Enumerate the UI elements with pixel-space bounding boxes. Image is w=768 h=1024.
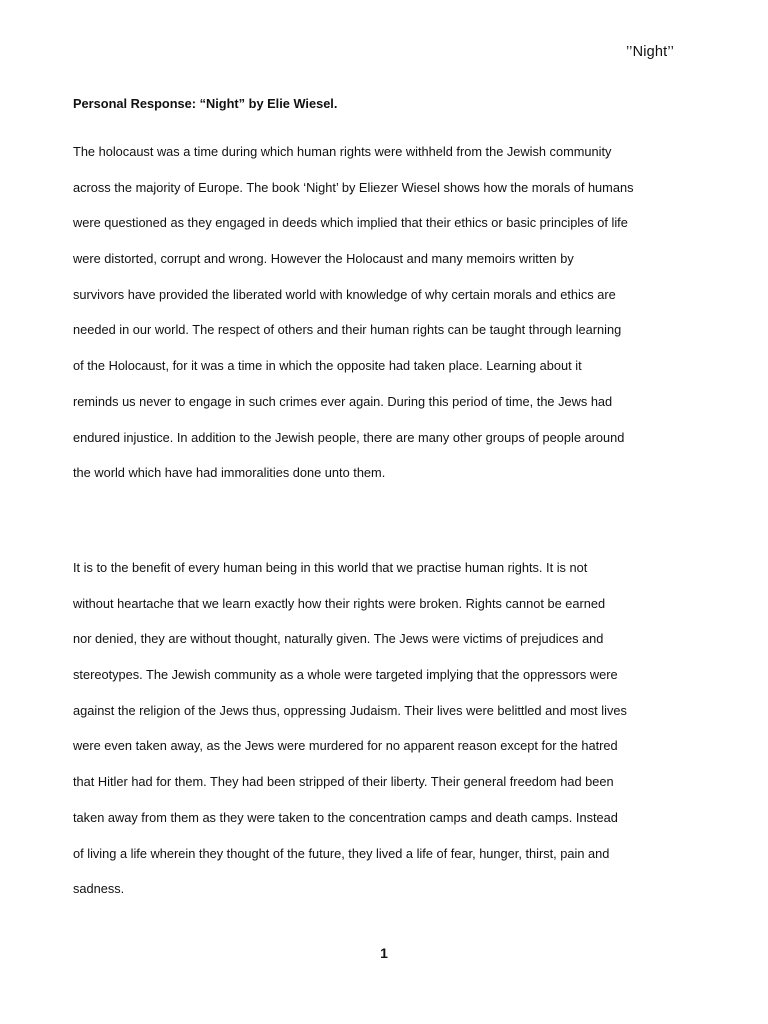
document-title: Personal Response: “Night” by Elie Wiesel. bbox=[73, 96, 338, 111]
paragraph-line: without heartache that we learn exactly how their rights were broken. Rights cannot be earned bbox=[73, 595, 606, 611]
paragraph-line: across the majority of Europe. The book ‘Night’ by Eliezer Wiesel shows how the morals of humans bbox=[73, 179, 634, 195]
running-header: ’’Night’’ bbox=[625, 44, 674, 60]
paragraph-line: taken away from them as they were taken to the concentration camps and death camps. Instead bbox=[73, 809, 618, 825]
paragraph-line: were questioned as they engaged in deeds which implied that their ethics or basic principles of life bbox=[73, 215, 628, 231]
paragraph-line: stereotypes. The Jewish community as a whole were targeted implying that the oppressors were bbox=[73, 667, 618, 683]
paragraph-line: the world which have had immoralities done unto them. bbox=[73, 465, 386, 481]
paragraph-line: survivors have provided the liberated world with knowledge of why certain morals and ethics are bbox=[73, 286, 616, 302]
paragraph-line: sadness. bbox=[73, 881, 125, 897]
paragraph-line: that Hitler had for them. They had been stripped of their liberty. Their general freedom had been bbox=[73, 774, 614, 790]
paragraph-line: nor denied, they are without thought, naturally given. The Jews were victims of prejudices and bbox=[73, 631, 604, 647]
paragraph-line: endured injustice. In addition to the Jewish people, there are many other groups of people around bbox=[73, 429, 625, 445]
paragraph-line: were even taken away, as the Jews were murdered for no apparent reason except for the hatred bbox=[73, 738, 618, 754]
paragraph-line: of the Holocaust, for it was a time in which the opposite had taken place. Learning about it bbox=[73, 358, 582, 374]
paragraph-line: of living a life wherein they thought of the future, they lived a life of fear, hunger, thirst, pain and bbox=[73, 845, 610, 861]
paragraph-line: The holocaust was a time during which human rights were withheld from the Jewish community bbox=[73, 144, 612, 159]
paragraph-1 bbox=[73, 143, 713, 500]
paragraph-line: against the religion of the Jews thus, oppressing Judaism. Their lives were belittled and most lives bbox=[73, 702, 627, 718]
paragraph-2 bbox=[73, 559, 713, 916]
page-number: 1 bbox=[380, 945, 388, 961]
paragraph-line: were distorted, corrupt and wrong. However the Holocaust and many memoirs written by bbox=[73, 251, 574, 267]
paragraph-line: It is to the benefit of every human being in this world that we practise human rights. It is not bbox=[73, 560, 588, 575]
paragraph-line: needed in our world. The respect of others and their human rights can be taught through learning bbox=[73, 322, 622, 338]
paragraph-line: reminds us never to engage in such crimes ever again. During this period of time, the Jews had bbox=[73, 393, 613, 409]
